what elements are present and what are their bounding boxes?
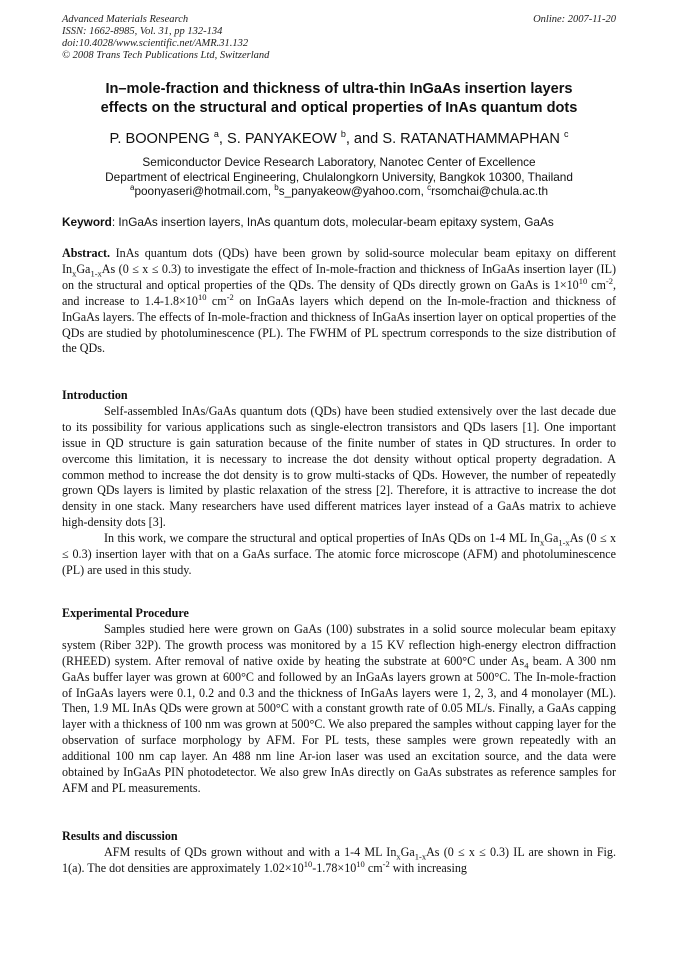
results-heading: Results and discussion: [62, 829, 178, 843]
paragraph-text: -1.78×10: [312, 860, 357, 875]
journal-copyright: © 2008 Trans Tech Publications Ltd, Switzerland: [62, 50, 270, 61]
paragraph-text: beam. A 300 nm GaAs buffer layer was grown at 600°C and followed by an InGaAs layers grown at 500°C. The In-mole-fraction of InGaAs layers were 0.1, 0.2 and 0.3 and the thickness of InGaAs layers were 1, 2, 3, and 4 monolayer (ML). Then, 1.9 ML InAs QDs were grown at 500°C with a constant growth rate of 0.05 ML/s. Finally, a GaAs capping layer with a thickness of 100 nm was grown at 500°C. We also prepared the samples without capping layer for the observation of surface morphology by AFM. For PL tests, these samples were grown repeatedly with an additional 100 nm cap layer. An 488 nm line Ar-ion laser was used an excitation source, and the data were obtained by InGaAs PIN photodetector. We also grew InAs directly on GaAs substrates as reference samples for AFM and PL measurements.: [62, 653, 616, 795]
experimental-paragraph: [62, 622, 616, 797]
author-separator: , and: [345, 131, 383, 147]
experimental-heading: Experimental Procedure: [62, 606, 189, 620]
superscript: 10: [303, 858, 313, 869]
experimental-section: [62, 606, 616, 797]
email-address: rsomchai@chula.ac.th: [431, 184, 549, 199]
paragraph-text: Ga: [544, 531, 559, 546]
abstract-text: InAs quantum dots (QDs) have been grown by solid-source molecular beam epitaxy on different In: [62, 246, 616, 276]
author-name: S. RATANATHAMMAPHAN: [382, 131, 560, 147]
email-separator: ,: [267, 184, 275, 199]
journal-name: Advanced Materials Research: [62, 14, 189, 25]
paragraph-text: with increasing: [389, 860, 467, 875]
author-list: [62, 130, 616, 148]
subscript: 4: [524, 660, 529, 671]
results-paragraph: [62, 845, 616, 877]
superscript: -2: [226, 291, 234, 302]
introduction-heading: Introduction: [62, 388, 128, 402]
abstract-text: on InGaAs layers which depend on the In-mole-fraction and thickness of InGaAs layers. The effects of In-mole-fraction and thickness of InGaAs insertion layer on optical properties of the QDs are studied by photoluminescence (PL). The FWHM of PL spectrum corresponds to the size distribution of the QDs.: [62, 293, 616, 356]
author-name: S. PANYAKEOW: [227, 131, 337, 147]
journal-header: [62, 14, 616, 62]
title-line-2: effects on the structural and optical properties of InAs quantum dots: [100, 100, 578, 116]
keyword-label: Keyword: [62, 215, 112, 229]
subscript: 1-x: [558, 537, 570, 548]
introduction-section: [62, 388, 616, 579]
title-line-1: In–mole-fraction and thickness of ultra-thin InGaAs insertion layers: [105, 81, 573, 97]
journal-issn: ISSN: 1662-8985, Vol. 31, pp 132-134: [62, 26, 223, 37]
author-name: P. BOONPENG: [109, 131, 210, 147]
subscript: x: [396, 851, 401, 862]
paragraph-text: AFM results of QDs grown without and with a 1-4 ML In: [104, 844, 397, 859]
author-mark: a: [213, 129, 219, 140]
author-mark: c: [563, 129, 569, 140]
email-mark: c: [427, 183, 432, 193]
paragraph-text: Ga: [400, 844, 415, 859]
online-date: Online: 2007-11-20: [533, 14, 616, 25]
keyword-list: : InGaAs insertion layers, InAs quantum dots, molecular-beam epitaxy system, GaAs: [111, 215, 554, 229]
paragraph-text: Samples studied here were grown on GaAs (100) substrates in a solid source molecular beam epitaxy system (Riber 32P). The growth process was monitored by a 15 KV reflection high-energy electron diffraction (RHEED) system. After removal of native oxide by heating the substrate at 600°C under As: [62, 621, 616, 668]
subscript: x: [539, 537, 545, 548]
paragraph-text: As (0 ≤ x ≤ 0.3) insertion layer with that on a GaAs surface. The atomic force microscope (AFM) and photoluminescence (PL) are used in this study.: [62, 531, 616, 577]
author-emails: [62, 184, 616, 199]
email-mark: b: [274, 183, 279, 193]
subscript: x: [72, 268, 77, 279]
results-section: [62, 829, 616, 877]
author-separator: ,: [218, 131, 227, 147]
abstract-text: cm: [587, 277, 606, 292]
introduction-paragraph-2: [62, 531, 616, 579]
superscript: 10: [197, 291, 207, 302]
email-address: poonyaseri@hotmail.com: [134, 184, 268, 199]
abstract-label: Abstract.: [62, 246, 111, 260]
superscript: 10: [578, 275, 588, 286]
subscript: 1-x: [414, 851, 427, 862]
email-address: s_panyakeow@yahoo.com: [278, 184, 421, 199]
affiliation: [62, 155, 616, 199]
affiliation-lab: Semiconductor Device Research Laboratory, Nanotec Center of Excellence: [142, 155, 536, 169]
superscript: -2: [382, 858, 390, 869]
abstract-text: Ga: [76, 261, 91, 276]
paragraph-text: As (0 ≤ x ≤ 0.3) IL are shown in Fig. 1(a). The dot densities are approximately 1.02×10: [62, 844, 616, 875]
affiliation-department: Department of electrical Engineering, Chulalongkorn University, Bangkok 10300, Thailand: [105, 169, 573, 184]
author-mark: b: [340, 129, 346, 140]
abstract-paragraph: [62, 246, 616, 357]
journal-doi: doi:10.4028/www.scientific.net/AMR.31.132: [62, 38, 249, 49]
paragraph-text: In this work, we compare the structural and optical properties of InAs QDs on 1-4 ML In: [104, 531, 540, 546]
abstract-text: cm: [206, 293, 227, 308]
paragraph-text: cm: [364, 860, 383, 875]
superscript: -2: [605, 275, 613, 286]
keywords: [62, 215, 616, 229]
subscript: 1-x: [90, 268, 102, 279]
introduction-paragraph-1: Self-assembled InAs/GaAs quantum dots (QDs) have been studied extensively over the last decade due to its possibility for various applications such as single-electron transistors and QDs lasers [1]. One important issue in QD structure is gain saturation because of the finite number of states in QD structures. In order to overcome this limitation, it is necessary to increase the dot density without optical property degradation. A common method to increase the dot density is to grow multi-stacks of QDs. However, the number of repeatedly grown QDs layers is limited by plastic relaxation of the stress [2]. Therefore, it is attractive to increase the dot density in one stack. Many researchers have used different matrices layer instead of a GaAs matrix to achieve high-density dots [3].: [62, 403, 616, 530]
email-mark: a: [129, 183, 135, 193]
abstract: [62, 246, 616, 357]
paper-title: [62, 80, 616, 118]
abstract-text: As (0 ≤ x ≤ 0.3) to investigate the effect of In-mole-fraction and thickness of InGaAs insertion layer (IL) on the structural and optical properties of the QDs. The density of QDs directly grown on GaAs is 1×10: [62, 261, 616, 292]
email-separator: ,: [420, 184, 428, 199]
abstract-text: , and increase to 1.4-1.8×10: [62, 277, 616, 308]
superscript: 10: [356, 858, 365, 869]
